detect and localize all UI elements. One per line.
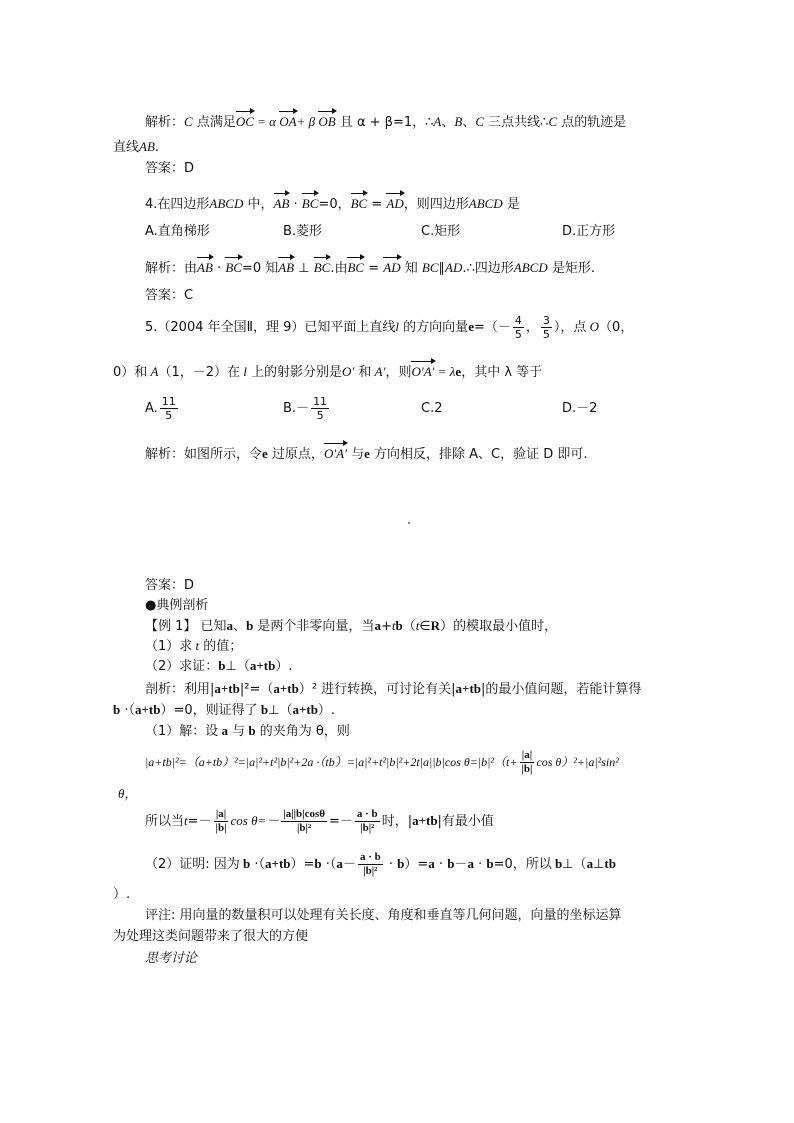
text: ⊥（ [562,857,587,872]
math-var: C [475,114,485,129]
math-vector: a+tb [455,681,482,696]
math-vector: a [226,618,234,633]
text: ·（ [120,703,135,718]
discussion-heading: 思考讨论 [145,950,198,965]
math-var: t [184,813,188,828]
math-var: A′ [371,364,386,379]
math-vector: a [586,856,594,871]
math-var: l [395,319,400,334]
math-vector: a+tb [214,681,240,696]
math-var: A [433,114,442,129]
text: ，其中 λ 等于 [461,365,543,380]
text: 、 [462,115,476,130]
math-vector: a [336,856,343,871]
denominator: |b|² [363,865,378,877]
math: cos θ=－ [230,813,280,828]
math-var: B [454,114,463,129]
equation-2 [145,803,494,840]
math-var: O′ [342,364,355,379]
math-vector: tb [604,856,616,871]
text: · [212,261,226,276]
math-vector: a+tb [265,856,291,871]
option-c: C.矩形 [421,224,461,239]
text: 方向相反，排除 A、C，验证 D 即可. [369,447,588,462]
vector: AB [278,256,294,277]
text: ·（ [321,857,337,872]
text: 是矩形. [547,261,595,276]
numerator: a · b [359,851,381,863]
text: ）= [290,857,315,872]
text: （1）求 [145,639,193,654]
vector: O′A′ [324,442,347,463]
equation-3 [145,846,616,883]
text: =0， [318,197,351,212]
numerator: |a| [521,749,533,761]
vector: BC [347,256,364,277]
text: 的方向向量 [399,320,469,335]
text: ）. [317,703,336,718]
math-var: ABCD [209,196,244,211]
denominator: 5 [542,328,550,341]
text: . [154,140,160,155]
denominator: |b|² [296,822,312,834]
math-vector: b [486,856,494,871]
answer-line: 答案：D [145,578,195,593]
math-var: AB [139,139,155,154]
text: 直线 [113,140,140,155]
solution-part-1 [145,722,350,741]
text: 与 [346,447,365,462]
math-var: A [147,364,159,379]
denominator: 5 [514,328,522,341]
question-5-line-2 [113,360,542,382]
math-var: O [586,319,600,334]
text: 解析：如图所示，令 [145,447,263,462]
text: 解析：由 [145,261,198,276]
numerator: |a| [215,808,227,820]
equation-3-tail: ）. [113,887,131,902]
solution-q4 [145,256,595,278]
text: （ [402,619,416,634]
denominator: 5 [165,409,173,422]
text: + [380,619,392,634]
math-var: t [192,638,200,653]
text: A. [145,401,158,416]
text: .∴四边形 [462,261,514,276]
math-vector: e [262,446,268,461]
numerator: 4 [514,314,522,327]
text: （2）求证： [145,659,219,674]
math-vector: a [467,856,474,871]
text: 知 [400,261,422,276]
math-var: C [184,114,193,129]
text: － [342,857,356,872]
math-vector: e [455,364,462,379]
text: ）. [275,659,293,674]
analysis-line-1 [145,680,641,699]
vector: OB [318,110,335,131]
text: ）的模取最小值时， [440,619,558,634]
text: ·（ [250,857,266,872]
math-vector: b [397,856,405,871]
numerator: a · b [356,808,378,820]
remark-line-2: 为处理这类问题带来了很大的方便 [113,929,309,944]
solution-q5 [145,442,588,464]
math-vector: b [218,658,226,673]
text: 5.（2004 年全国Ⅱ，理 9）已知平面上直线 [145,320,396,335]
math-vector: b [395,618,403,633]
fraction [513,314,524,341]
text: 所以当 [145,814,185,829]
fraction [311,395,329,422]
section-heading: ●典例剖析 [145,598,209,613]
text: · [384,857,398,872]
math-vector: b [314,856,322,871]
math-vector: a+tb [249,658,276,673]
numerator: |a||b|cosθ [283,808,325,820]
option-b: B.菱形 [283,224,323,239]
vector: OA [279,110,296,131]
numerator: 11 [161,395,176,408]
text: |有最小值 [437,814,494,829]
text: （1，－2）在 [158,365,241,380]
equation-1-tail: θ， [118,786,138,801]
analysis-line-2 [113,701,335,720]
denominator: |b|² [360,822,375,834]
numerator: 3 [542,314,550,327]
math-vector: a+tb [292,702,318,717]
text: .由 [330,261,348,276]
text: · [434,857,448,872]
question-4 [145,192,520,214]
text: · [289,197,302,212]
math-vector: e [364,446,370,461]
math-vector: a [218,723,229,738]
example-title [145,617,557,636]
text: 4.在四边形 [145,197,210,212]
solution-line-2 [113,138,159,157]
math-vector: b [245,723,256,738]
solution-line-1 [145,110,626,132]
text: 的夹角为 θ，则 [255,724,350,739]
text: （1）解：设 [145,724,219,739]
text: 上的射影分别是 [246,365,343,380]
text: = [367,197,387,212]
vector: BC [302,192,319,213]
text: 和 [354,365,372,380]
math-var: C [548,114,558,129]
math-vector: a+tb [273,681,299,696]
text: － [454,857,468,872]
vector: AB [197,256,213,277]
text: 解析： [145,115,185,130]
text: = [364,261,384,276]
vector: BC [314,256,331,277]
option-a: A.直角梯形 [145,224,210,239]
text: ），点 [553,320,587,335]
option-c: C.2 [421,401,443,416]
text: 点满足 [192,115,236,130]
math: = λ [434,364,456,379]
text: ∥ [438,261,446,276]
subquestion-1 [145,637,242,656]
text: ⊥（ [268,703,293,718]
option-d: D.－2 [562,401,598,416]
text: ⊥ [593,857,605,872]
math-vector: a+tb [412,813,438,828]
denominator: |b| [521,763,533,775]
text: · [473,857,487,872]
subquestion-2 [145,657,292,676]
figure-placeholder-dot [408,522,410,524]
text: |的最小值问题，若能计算得 [481,682,642,697]
text: 是 [502,197,520,212]
text: （0， [599,320,634,335]
fraction [214,808,229,835]
math: + β [296,114,319,129]
math-vector: b [113,702,121,717]
math-vector: b [239,856,251,871]
text: =0 知 [241,261,279,276]
answer-line: 答案：C [145,288,194,303]
answer-line: 答案：D [145,161,195,176]
vector: BC [225,256,242,277]
text: 过原点， [267,447,324,462]
math-var: t [415,618,420,633]
text: B.－ [283,401,310,416]
equation-1 [145,745,619,779]
text: 【例 1】 已知 [145,619,227,634]
vector: AD [383,256,400,277]
text: ，则 [385,365,412,380]
option-d: D.正方形 [562,224,616,239]
math-vector: a+tb [135,702,161,717]
text: 三点共线∴ [484,115,549,130]
fraction [355,808,380,835]
math-var: l [240,364,247,379]
math-vector: b [257,702,269,717]
text: ⊥ [294,261,314,276]
question-5-line-1 [145,313,633,342]
text: ）² 进行转换，可讨论有关| [298,682,456,697]
text: ）=0，则证得了 [160,703,258,718]
text: 点的轨迹是 [557,115,627,130]
math-vector: b [551,856,563,871]
math-vector: a [374,618,381,633]
text: 剖析：利用| [145,682,215,697]
math-var: t [391,618,396,633]
math-vector: a [428,856,435,871]
text: 是两个非零向量，当 [253,619,375,634]
option-b [283,394,331,424]
text: 0）和 [113,365,148,380]
text: ∈ [419,619,431,634]
fraction [519,749,534,776]
vector: AD [386,192,403,213]
math: = α [253,114,280,129]
text: 中， [243,197,274,212]
remark-line-1: 评注: 用向量的数量积可以处理有关长度、角度和垂直等几何问题，向量的坐标运算 [145,908,622,923]
math-var: BC [421,260,439,275]
denominator: 5 [316,409,324,422]
math-vector: b [447,856,455,871]
text: ）= [404,857,429,872]
text: ，则四边形 [403,197,469,212]
math: cos θ）²+|a|²sin² [536,755,619,769]
text: （2）证明: 因为 [145,857,240,872]
vector: OC [236,110,254,131]
option-a [145,394,180,424]
text: =（－ [473,320,511,335]
vector: BC [351,192,368,213]
math-var: ABCD [513,260,548,275]
fraction [358,851,383,878]
text: 、 [441,115,455,130]
text: |²=（ [239,682,274,697]
math-var: AD [445,260,463,275]
text: 且 α + β=1，∴ [335,115,434,130]
text: ⊥（ [225,659,250,674]
vector: O′A′ [411,360,434,381]
denominator: |b| [215,822,227,834]
fraction [541,314,552,341]
math-set: R [430,618,441,633]
text: ， [525,320,539,335]
math-vector: b [246,618,254,633]
text: =－ [187,814,212,829]
text: =0，所以 [493,857,552,872]
text: =－ [328,814,353,829]
math: |a+tb|²=（a+tb）²=|a|²+t²|b|²+2a ·（tb）=|a|²+t²|b|²+2t|a||b|cos θ=|b|²（t+ [145,755,518,769]
text: 的值； [199,639,243,654]
text: 时，| [381,814,413,829]
fraction [160,395,178,422]
numerator: 11 [313,395,328,408]
text: 与 [228,724,246,739]
math-var: ABCD [468,196,503,211]
math-vector: e [468,319,474,334]
vector: AB [274,192,290,213]
text: 、 [233,619,247,634]
fraction [281,808,327,835]
